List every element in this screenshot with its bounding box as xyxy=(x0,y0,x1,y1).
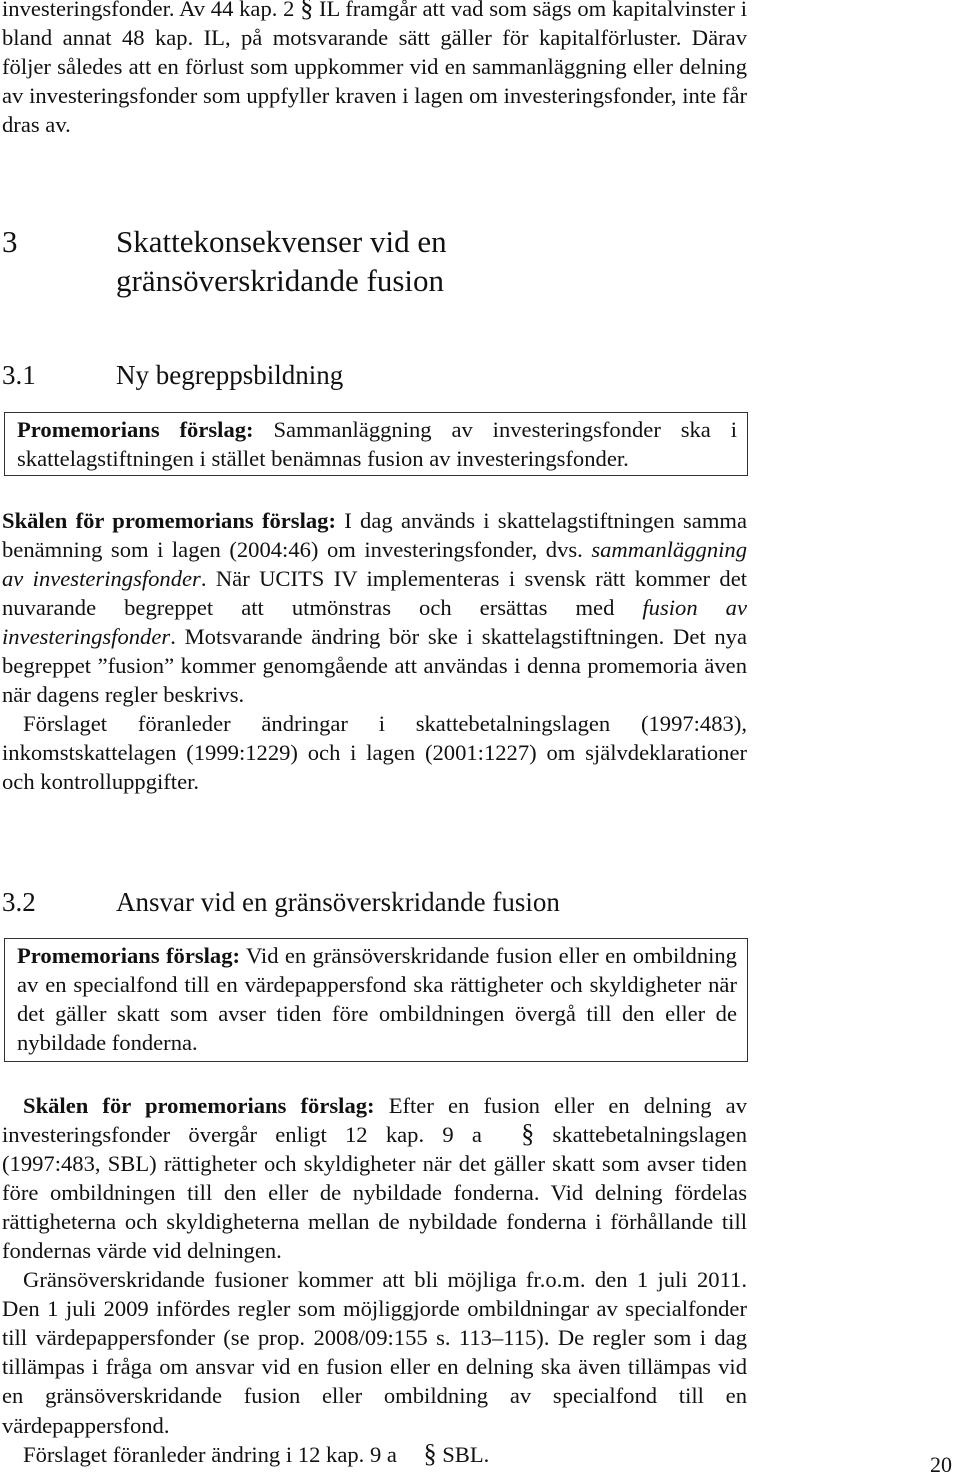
chapter-heading xyxy=(2,222,747,300)
reasons-text-e: . Motsvarande ändring bör ske i skattelagstiftningen. Det nya begreppet ”fusion” kommer genomgående att användas i denna promemoria även när dagens regler beskrivs. xyxy=(2,624,747,708)
section-symbol-icon: § xyxy=(300,0,314,22)
reasons-label: Skälen för promemorians förslag: xyxy=(23,1093,375,1118)
section-number: 3.2 xyxy=(2,887,36,917)
reasons-paragraph xyxy=(2,1091,747,1265)
reasons-label: Skälen för promemorians förslag: xyxy=(2,508,336,533)
proposal-label: Promemorians förslag: xyxy=(17,943,241,968)
reasons-text-c: . När UCITS IV implementeras i svensk rätt kommer det nuvarande begreppet att utmönstras och ersättas med xyxy=(2,566,747,621)
proposal-box-3-1 xyxy=(4,412,748,476)
section-heading-3-1 xyxy=(2,359,747,391)
reasons-text-b: skattebetalningslagen (1997:483, SBL) rättigheter och skyldigheter när det gäller skatt som avser tiden före ombildningen till den eller de nybildade fonderna. Vid delning fördelas rättigheterna och skyldigheterna mellan de nybildade fonderna i förhållande till fondernas värde vid delningen. xyxy=(2,1122,747,1264)
intro-text-2: IL framgår att vad som sägs om kapitalvinster i bland annat 48 kap. IL, på motsvarande sätt gäller för kapitalförluster. Därav följer således att en förlust som uppkommer vid en sammanläggning eller delning av investeringsfonder som uppfyller kraven i lagen om investeringsfonder, inte får dras av. xyxy=(2,0,747,138)
proposal-text: Vid en gränsöverskridande fusion eller en ombildning av en specialfond till en värdepappersfond ska rättigheter och skyldigheter när det gäller skatt som avser tiden före ombildningen övergå till den eller de nybildade fonderna. xyxy=(17,943,737,1056)
page-number: 20 xyxy=(930,1452,952,1477)
consequence-paragraph xyxy=(2,1440,747,1469)
reasons-paragraph xyxy=(2,506,747,709)
chapter-title: Skattekonsekvenser vid en gränsöverskridande fusion xyxy=(116,224,447,298)
reasons-text-italic-1: sammanläggning av investeringsfonder xyxy=(2,537,747,592)
consequence-paragraph: Förslaget föranleder ändringar i skattebetalningslagen (1997:483), inkomstskattelagen (1999:1229) och i lagen (2001:1227) om självdeklarationer och kontrolluppgifter. xyxy=(2,711,747,795)
intro-text-1: investeringsfonder. Av 44 kap. 2 xyxy=(2,0,301,21)
proposal-box-3-2 xyxy=(4,938,748,1062)
reasons-3-1 xyxy=(2,506,747,796)
proposal-paragraph xyxy=(17,939,737,1057)
proposal-label: Promemorians förslag: xyxy=(17,417,254,442)
reasons-3-2 xyxy=(2,1091,747,1469)
section-symbol-icon: § xyxy=(423,1438,437,1468)
proposal-text: Sammanläggning av investeringsfonder ska i skattelagstiftningen i stället benämnas fusion av investeringsfonder. xyxy=(17,417,737,472)
section-title: Ny begreppsbildning xyxy=(116,360,344,390)
reasons-text-italic-2: fusion av investeringsfonder xyxy=(2,595,748,650)
section-symbol-icon: § xyxy=(521,1119,535,1149)
chapter-number: 3 xyxy=(2,224,18,259)
consequence-text-b: SBL. xyxy=(436,1441,490,1467)
section-title: Ansvar vid en gränsöverskridande fusion xyxy=(116,887,560,917)
consequence-text-a: Förslaget föranleder ändring i 12 kap. 9 a xyxy=(23,1441,403,1467)
section-heading-3-2 xyxy=(2,886,747,918)
intro-paragraph xyxy=(2,0,747,139)
proposal-paragraph xyxy=(17,413,737,473)
reasons-text-a: I dag används i skattelagstiftningen samma benämning som i lagen (2004:46) om investeringsfonder, dvs. xyxy=(2,508,747,563)
section-number: 3.1 xyxy=(2,360,36,390)
fusion-date-paragraph: Gränsöverskridande fusioner kommer att bli möjliga fr.o.m. den 1 juli 2011. Den 1 juli 2009 infördes regler som möjliggjorde ombildningar av specialfonder till värdepappersfonder (se prop. 2008/09:155 s. 113–115). De regler som i dag tillämpas i fråga om ansvar vid en fusion eller en delning ska även tillämpas vid en gränsöverskridande fusion eller ombildning av specialfond till en värdepappersfond. xyxy=(2,1267,747,1438)
reasons-text-a: Efter en fusion eller en delning av investeringsfonder övergår enligt 12 kap. 9 a xyxy=(2,1093,747,1148)
